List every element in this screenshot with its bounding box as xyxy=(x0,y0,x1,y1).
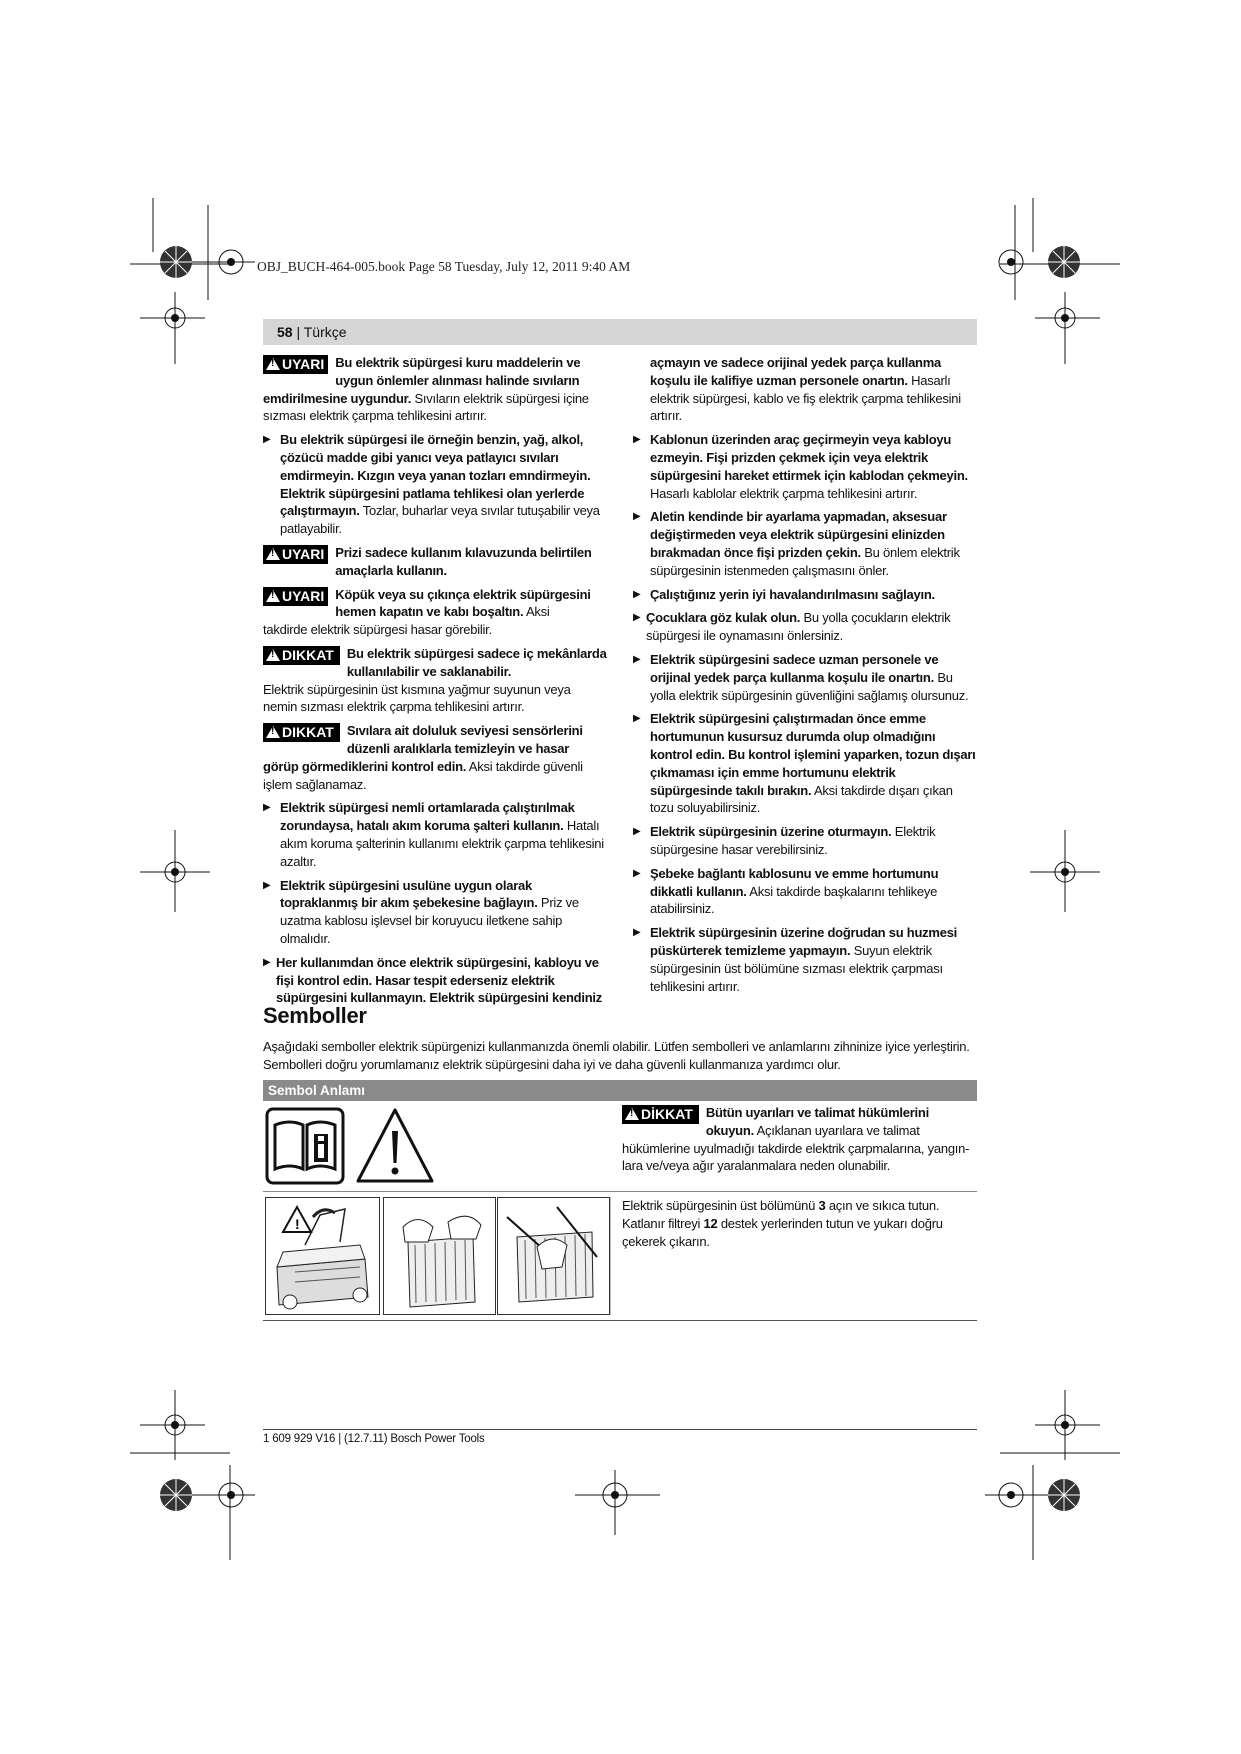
list-item: ▶ Elektrik süpürgesi nemli ortamlarada çalıştırılmak zorundaysa, hatalı akım koruma şalteri kullanın. Hatalı akım koruma şalterinin kullanımı elektrik çarpma tehlikesini azaltır. xyxy=(263,800,604,869)
caution-block xyxy=(263,645,608,681)
file-header-line: OBJ_BUCH-464-005.book Page 58 Tuesday, July 12, 2011 9:40 AM xyxy=(257,259,631,274)
caution-text: Elektrik süpürgesinin üst kısmına yağmur suyunun veya nemin sızması elektrik çarpma tehlikesini artırır. xyxy=(263,681,571,715)
language-bar xyxy=(263,319,977,345)
warning-triangle-icon xyxy=(266,726,280,738)
section-intro: Aşağıdaki semboller elektrik süpürgenizi kullanmanızda önemli olabilir. Lütfen sembolleri ve anlamlarını zihninize iyice yerleştirin. Sembolleri doğru yorumlamanız elektrik süpürgesini daha iyi ve daha güvenli kullanmanıza yardımcı olur. xyxy=(263,1039,970,1072)
warning-triangle-icon xyxy=(266,358,280,370)
symbol-row-1-text: !DİKKAT Bütün uyarıları ve talimat hükümlerini okuyun. Açıklanan uyarılara ve talimat hükümlerine uyulmadığı takdirde elektrik çarpmalarına, yangın- lara ve/veya ağır yaralanmalara neden olunabilir. xyxy=(622,1104,977,1175)
list-item: ▶ Çalıştığınız yerin iyi havalandırılmasını sağlayın. xyxy=(633,586,935,602)
list-item: ▶ Bu elektrik süpürgesi ile örneğin benzin, yağ, alkol, çözücü madde gibi yanıcı veya patlayıcı sıvıları emdirmeyin. Kızgın veya yanan tozları emndirmeyin. Elektrik süpürgesini patlama tehlikesi olan yerlerde çalıştırmayın. Tozlar, buharlar veya sıvılar tutuşabilir veya patlayabilir. xyxy=(263,432,600,537)
warning-triangle-icon xyxy=(266,590,280,602)
table-divider xyxy=(263,1191,977,1192)
list-item: ▶ Kablonun üzerinden araç geçirmeyin veya kabloyu ezmeyin. Fişi prizden çekmek için veya elektrik süpürgesini hareket ettirmek için kablodan çekmeyin. Hasarlı kablolar elektrik çarpma tehlikesini artırır. xyxy=(633,432,968,501)
symbol-row-2-text: Elektrik süpürgesinin üst bölümünü 3 açın ve sıkıca tutun. Katlanır filtreyi 12 destek yerlerinden tutun ve yukarı doğru çekerek çıkarın. xyxy=(622,1197,977,1250)
list-item: ▶ Elektrik süpürgesini usulüne uygun olarak topraklanmış bir akım şebekesine bağlayın. Priz ve uzatma kablosu işlevsel bir koruyucu iletkene sahip olmalıdır. xyxy=(263,877,579,946)
symbol-table-header: Sembol Anlamı xyxy=(263,1080,977,1101)
caution-sign: !DIKKAT xyxy=(263,723,340,742)
filter-hold-illustration xyxy=(383,1197,496,1315)
bullet-arrow-icon: ▶ xyxy=(633,927,641,939)
table-column-divider xyxy=(610,1197,611,1315)
warning-text: uygun önlemler alınması halinde sıvıların xyxy=(335,372,580,388)
list-text: açmayın ve sadece orijinal yedek parça kullanma koşulu ile kalifiye uzman personele onartın. xyxy=(650,355,942,388)
list-item: ▶ Elektrik süpürgesini sadece uzman personele ve orijinal yedek parça kullanma koşulu ile onartın. Bu yolla elektrik süpürgesinin güvenliğini sağlamış olursunuz. xyxy=(633,651,969,703)
separator: | xyxy=(292,324,304,340)
list-item: ▶ Elektrik süpürgesinin üzerine doğrudan su huzmesi püskürterek temizleme yapmayın. Suyun elektrik süpürgesinin üst bölümüne sızması elektrik çarpması tehlikesini artırır. xyxy=(633,925,958,994)
bullet-arrow-icon: ▶ xyxy=(633,434,641,446)
warning-text: takdirde elektrik süpürgesi hasar görebilir. xyxy=(263,622,492,638)
warning-text: sızması elektrik çarpma tehlikesini artırır. xyxy=(263,408,487,424)
bullet-arrow-icon: ▶ xyxy=(633,511,641,523)
language-label: Türkçe xyxy=(303,324,347,340)
bullet-arrow-icon: ▶ xyxy=(263,956,271,968)
symbol-meaning-text: lara ve/veya ağır yaralanmalara neden olunabilir. xyxy=(622,1158,891,1174)
list-item: ▶ Şebeke bağlantı kablosunu ve emme hortumunu dikkatli kullanın. Aksi takdirde başkalarını tehlikeye atabilirsiniz. xyxy=(633,865,939,917)
bullet-arrow-icon: ▶ xyxy=(633,612,641,624)
bullet-arrow-icon: ▶ xyxy=(633,826,641,838)
bullet-arrow-icon: ▶ xyxy=(263,434,271,446)
warning-sign: !UYARI xyxy=(263,545,328,564)
warning-triangle-icon xyxy=(266,649,280,661)
bullet-arrow-icon: ▶ xyxy=(633,713,641,725)
bullet-arrow-icon: ▶ xyxy=(633,653,641,665)
symbol-meaning-text: hükümlerine uyulmadığı takdirde elektrik çarpmalarına, yangın- xyxy=(622,1140,970,1156)
list-item: ▶ Aletin kendinde bir ayarlama yapmadan, aksesuar değiştirmeden veya elektrik süpürgesini elinizden bırakmadan önce fişi prizden çekin. Bu önlem elektrik süpürgesinin istenmeden çalışmasını önler. xyxy=(633,509,960,578)
caution-text: Bu elektrik süpürgesi sadece iç mekânlarda kullanılabilir ve saklanabilir. xyxy=(346,645,607,679)
list-text: Hasarlı elektrik süpürgesi, kablo ve fiş elektrik çarpma tehlikesini artırır. xyxy=(650,372,961,424)
caution-sign: !DIKKAT xyxy=(263,646,340,665)
warning-triangle-icon xyxy=(266,548,280,560)
page-footer: 1 609 929 V16 | (12.7.11) Bosch Power Tools xyxy=(263,1433,485,1445)
read-manual-icon xyxy=(265,1107,345,1185)
list-item: ▶ Elektrik süpürgesinin üzerine oturmayın. Elektrik süpürgesine hasar verebilirsiniz. xyxy=(633,824,936,857)
warning-block: !UYARI Köpük veya su çıkınça elektrik süpürgesini hemen kapatın ve kabı boşaltın. Aksi xyxy=(263,586,608,622)
bullet-arrow-icon: ▶ xyxy=(633,588,641,600)
caution-sign: !DİKKAT xyxy=(622,1105,699,1124)
list-item: ▶ Elektrik süpürgesini çalıştırmadan önce emme hortumunun kusursuz durumda olup olmadığını kontrol edin. Bu kontrol işlemini yaparken, tozun dışarı çıkmaması için emme hortumunu elektrik süpürgesinde takılı bırakın. Aksi takdirde dışarı çıkan tozu soluyabilirsiniz. xyxy=(633,711,976,816)
section-heading: Semboller xyxy=(263,1003,367,1028)
warning-block xyxy=(263,354,608,390)
footer-rule xyxy=(263,1429,977,1430)
bullet-arrow-icon: ▶ xyxy=(633,867,641,879)
left-column: !UYARI Bu elektrik süpürgesi kuru maddelerin ve uygun önlemler alınması halinde sıvıların emdirilmesine uygundur. Sıvıların elektrik süpürgesi içine sızması elektrik çarpma tehlikesini artırır. ▶ Bu elektrik süpürgesi ile örneğin benzin, yağ, alkol, çözücü madde gibi yanıcı veya patlayıcı sıvıları emdirmeyin. Kızgın veya yanan tozları emndirmeyin. Elektrik süpürgesini patlama tehlikesi olan yerlerde çalıştırmayın. Tozlar, buharlar veya sıvılar tutuşabilir veya patlayabilir. !UYARI Prizi sadece kullanım kılavuzunda belirtilen amaçlarla kullanın. !UYARI Köpük veya su çıkınça elektrik süpürgesini hemen kapatın ve kabı boşaltın. Aksi takdirde elektrik süpürgesi hasar görebilir. !DIKKAT Bu elektrik süpürgesi sadece iç mekânlarda kullanılabilir ve saklanabilir. Elektrik süpürgesinin üst kısmına yağmur suyunun veya nemin sızması elektrik çarpma tehlikesini artırır. !DIKKAT Sıvılara ait doluluk seviyesi sensörlerini düzenli aralıklarla temizleyin ve hasar görüp görmediklerini kontrol edin. Aksi takdirde güvenli işlem sağlanamaz. ▶ Elektrik süpürgesi nemli ortamlarada çalıştırılmak zorundaysa, hatalı akım koruma şalteri kullanın. Hatalı akım koruma şalterinin kullanımı elektrik çarpma tehlikesini azaltır. ▶ Elektrik süpürgesini usulüne uygun olarak topraklanmış bir akım şebekesine bağlayın. Priz ve uzatma kablosu işlevsel bir koruyucu iletkene sahip olmalıdır. ▶ Her kullanımdan önce elektrik süpürgesini, kabloyu ve fişi kontrol edin. Hasar tespit ederseniz elektrik süpürgesini kullanmayın. Elektrik süpürgesini kendiniz xyxy=(263,354,608,1007)
warning-sign: !UYARI xyxy=(263,355,328,374)
list-item: ▶ Çocuklara göz kulak olun. Bu yolla çocukların elektrik süpürgesi ile oynamasını önlersiniz. xyxy=(633,610,951,644)
warning-text: Bu elektrik süpürgesi kuru maddelerin ve xyxy=(335,355,581,370)
page-number: 58 xyxy=(277,324,293,340)
right-column xyxy=(633,354,977,995)
caution-block: !DIKKAT Sıvılara ait doluluk seviyesi sensörlerini düzenli aralıklarla temizleyin ve hasar xyxy=(263,722,608,758)
bullet-arrow-icon: ▶ xyxy=(263,802,271,814)
svg-text:!: ! xyxy=(295,1216,300,1232)
table-bottom-rule xyxy=(263,1320,977,1321)
list-item: ▶ Her kullanımdan önce elektrik süpürgesini, kabloyu ve fişi kontrol edin. Hasar tespit ederseniz elektrik süpürgesini kullanmayın. Elektrik süpürgesini kendiniz xyxy=(263,954,603,1006)
warning-text: Sıvıların elektrik süpürgesi içine xyxy=(411,390,589,406)
warning-triangle-icon xyxy=(625,1108,639,1120)
vacuum-open-top-illustration xyxy=(265,1197,380,1315)
warning-sign: !UYARI xyxy=(263,587,328,606)
warning-block xyxy=(263,544,608,580)
warning-text: Prizi sadece kullanım kılavuzunda belirtilen amaçlarla kullanın. xyxy=(335,544,592,578)
bullet-arrow-icon: ▶ xyxy=(263,879,271,891)
warning-text: emdirilmesine uygundur. xyxy=(263,390,412,406)
filter-remove-illustration xyxy=(497,1197,610,1315)
warning-triangle-icon xyxy=(355,1107,435,1185)
symbol-meaning-text: çekerek çıkarın. xyxy=(622,1233,710,1249)
